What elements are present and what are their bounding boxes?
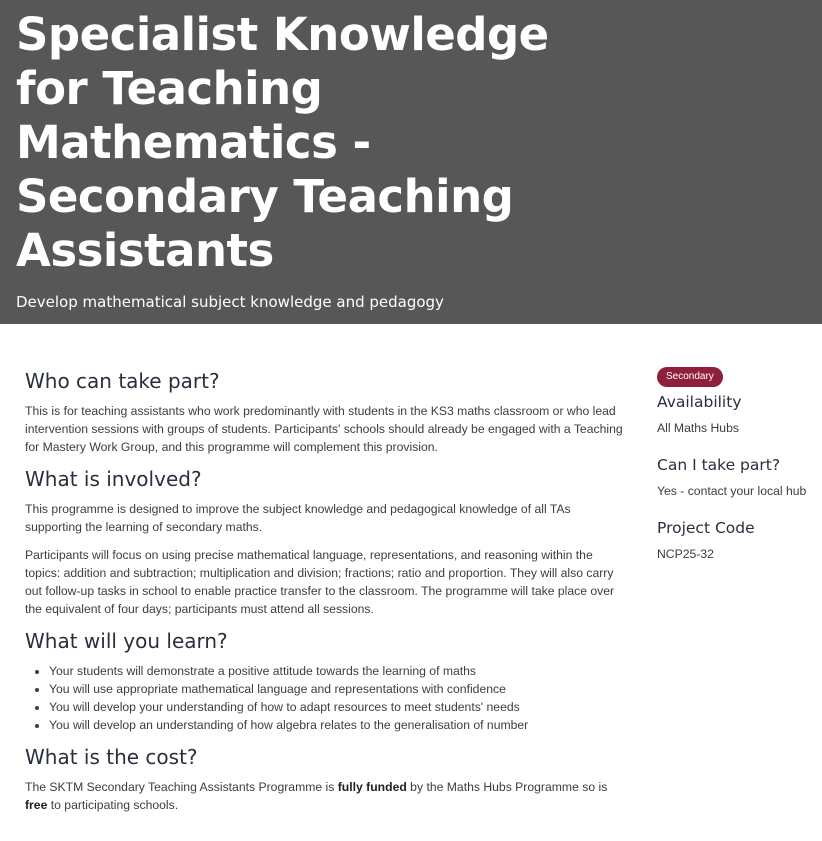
main-column: [25, 368, 625, 824]
list-item: • Your students will demonstrate a positive attitude towards the learning of maths: [49, 662, 625, 680]
project-code-value: NCP25-32: [657, 547, 714, 561]
hero-banner: [0, 0, 822, 324]
involved-heading: What is involved?: [25, 467, 202, 491]
involved-body-1: This programme is designed to improve the subject knowledge and pedagogical knowledge of all TAs supporting the learning of secondary maths.: [25, 502, 571, 534]
project-code-label: Project Code: [657, 519, 755, 537]
who-section: [25, 368, 625, 456]
page-subtitle: Develop mathematical subject knowledge and pedagogy: [16, 293, 444, 311]
phase-badge[interactable]: Secondary: [657, 367, 723, 387]
learn-heading: What will you learn?: [25, 629, 228, 653]
take-part-value: Yes - contact your local hub: [657, 484, 807, 498]
learn-section: [25, 628, 625, 734]
cost-text-2: by the Maths Hubs Programme so is: [406, 780, 608, 794]
who-heading: Who can take part?: [25, 369, 220, 393]
availability-label: Availability: [657, 393, 742, 411]
cost-free: free: [25, 798, 48, 812]
availability-value: All Maths Hubs: [657, 421, 739, 435]
involved-body-2: Participants will focus on using precise mathematical language, representations, and reasoning within the topics: addition and subtraction; multiplication and division; fractions; ratio and proportion. They will also carry out follow-up tasks in school to enable practice transfer to the classroom. The programme will take place over the equivalent of four days; participants must attend all sessions.: [25, 548, 615, 616]
who-body: This is for teaching assistants who work predominantly with students in the KS3 maths classroom or who lead intervention sessions with groups of students. Participants' schools should already be engaged with a Teaching for Mastery Work Group, and this programme will complement this provision.: [25, 404, 623, 454]
cost-text-1: The SKTM Secondary Teaching Assistants Programme is: [25, 780, 338, 794]
list-item: • You will develop an understanding of how algebra relates to the generalisation of number: [49, 716, 625, 734]
cost-text-3: to participating schools.: [47, 798, 179, 812]
cost-fully-funded: fully funded: [337, 780, 407, 794]
list-item: • You will use appropriate mathematical language and representations with confidence: [49, 680, 625, 698]
list-item: • You will develop your understanding of how to adapt resources to meet students' needs: [49, 698, 625, 716]
cost-section: [25, 744, 625, 814]
cost-heading: What is the cost?: [25, 745, 198, 769]
sidebar: [657, 366, 822, 580]
page-title: Specialist Knowledge for Teaching Mathematics - Secondary Teaching Assistants: [16, 8, 549, 277]
cost-body: [25, 778, 625, 814]
take-part-label: Can I take part?: [657, 456, 781, 474]
learn-list: [25, 662, 625, 734]
involved-section: [25, 466, 625, 618]
